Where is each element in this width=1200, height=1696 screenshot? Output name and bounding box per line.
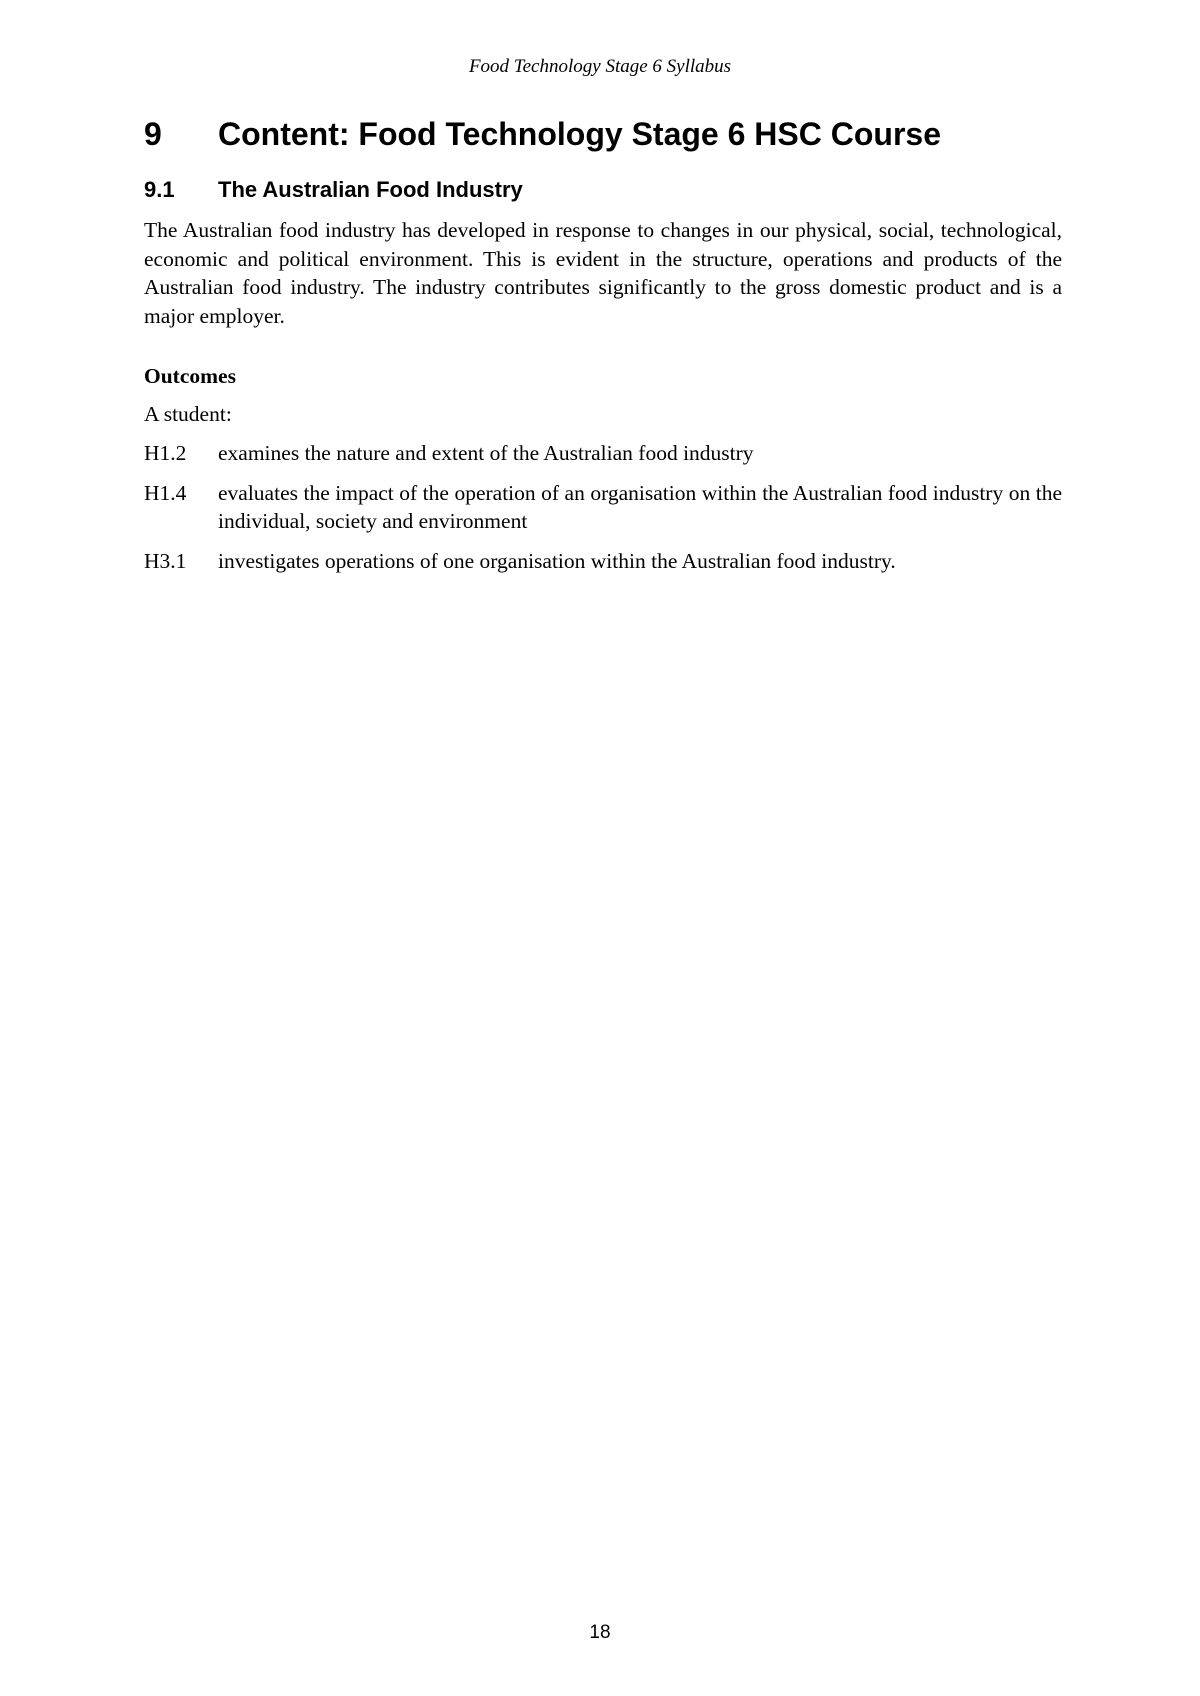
outcome-code: H3.1 — [144, 548, 187, 573]
page-number: 18 — [589, 1622, 611, 1643]
subsection-title: The Australian Food Industry — [218, 177, 523, 202]
outcome-code: H1.2 — [144, 441, 187, 465]
page-content — [144, 114, 1062, 575]
outcome-item — [144, 547, 1062, 576]
outcomes-heading: Outcomes — [144, 364, 236, 388]
outcome-text: investigates operations of one organisation within the Australian food industry. — [218, 548, 896, 573]
running-header: Food Technology Stage 6 Syllabus — [468, 56, 732, 77]
outcome-text: examines the nature and extent of the Australian food industry — [218, 441, 754, 465]
intro-paragraph: The Australian food industry has developed in response to changes in our physical, social, technological, economic and political environment. This is evident in the structure, operations and products of the Australian food industry. The industry contributes significantly to the gross domestic product and is a major employer. — [144, 218, 1062, 328]
outcome-text: evaluates the impact of the operation of an organisation within the Australian food industry on the individual, society and environment — [218, 480, 1062, 533]
subsection-number: 9.1 — [144, 177, 175, 202]
section-number: 9 — [144, 116, 162, 152]
outcomes-lead: A student: — [144, 402, 232, 426]
section-heading — [144, 114, 1062, 154]
outcome-item — [144, 479, 1062, 536]
outcome-item — [144, 439, 1062, 468]
subsection-heading — [144, 176, 1062, 204]
section-title: Content: Food Technology Stage 6 HSC Course — [218, 116, 941, 152]
outcome-code: H1.4 — [144, 480, 187, 505]
